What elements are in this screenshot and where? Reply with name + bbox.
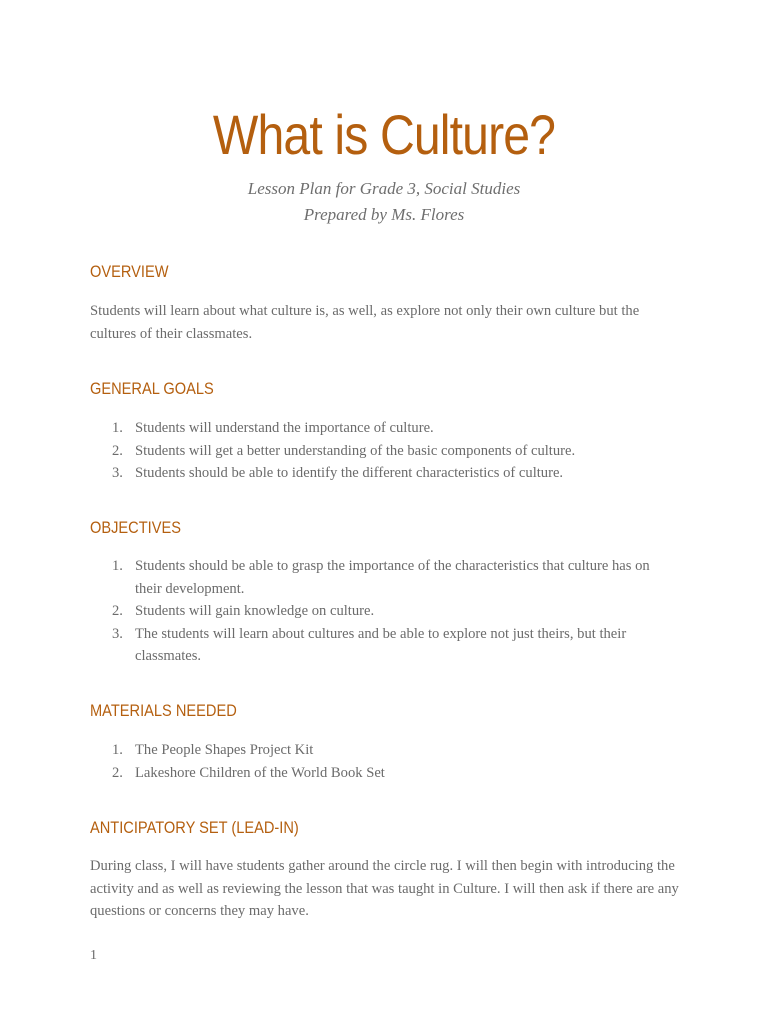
list-item [90, 762, 680, 785]
anticipatory-set-text: During class, I will have students gather around the circle rug. I will then begin with introducing the activity and as well as reviewing the lesson that was taught in Culture. I will then ask if there are any questions or concerns they may have. [90, 858, 679, 920]
list-item [90, 600, 680, 623]
list-item [90, 462, 680, 485]
overview-heading: OVERVIEW [90, 262, 169, 281]
subtitle-line-2: Prepared by Ms. Flores [303, 205, 465, 224]
objectives-heading: OBJECTIVES [90, 518, 181, 537]
list-item-number: 1. [112, 742, 123, 758]
list-item [90, 417, 680, 440]
list-item-number: 1. [112, 420, 123, 436]
overview-text: Students will learn about what culture is, as well, as explore not only their own culture but the cultures of their classmates. [90, 303, 640, 342]
list-item-text: Students should be able to grasp the importance of the characteristics that culture has on their development. [135, 558, 650, 597]
list-item-text: Lakeshore Children of the World Book Set [135, 764, 385, 781]
materials-heading: MATERIALS NEEDED [90, 701, 237, 720]
list-item-text: Students should be able to identify the different characteristics of culture. [135, 465, 564, 482]
anticipatory-set-heading: ANTICIPATORY SET (LEAD-IN) [90, 818, 299, 837]
list-item [90, 739, 680, 762]
list-item [90, 440, 680, 463]
page-number: 1 [90, 948, 97, 963]
materials-list [90, 739, 680, 784]
list-item-text: Students will understand the importance of culture. [135, 420, 434, 436]
list-item-number: 3. [112, 625, 123, 642]
list-item-number: 2. [112, 442, 123, 459]
list-item [90, 623, 680, 668]
list-item-text: Students will get a better understanding of the basic components of culture. [135, 442, 576, 459]
general-goals-list [90, 417, 680, 485]
list-item-text: The students will learn about cultures and be able to explore not just theirs, but their classmates. [135, 625, 627, 665]
document-title: What is Culture? [212, 103, 556, 166]
list-item-number: 2. [112, 603, 123, 620]
objectives-list [90, 555, 680, 668]
list-item-text: Students will gain knowledge on culture. [135, 603, 375, 620]
list-item-text: The People Shapes Project Kit [135, 742, 314, 758]
list-item-number: 2. [112, 764, 123, 781]
subtitle-line-1: Lesson Plan for Grade 3, Social Studies [247, 179, 521, 198]
list-item-number: 3. [112, 465, 123, 482]
general-goals-heading: GENERAL GOALS [90, 379, 214, 398]
list-item-number: 1. [112, 558, 123, 574]
list-item [90, 555, 680, 600]
